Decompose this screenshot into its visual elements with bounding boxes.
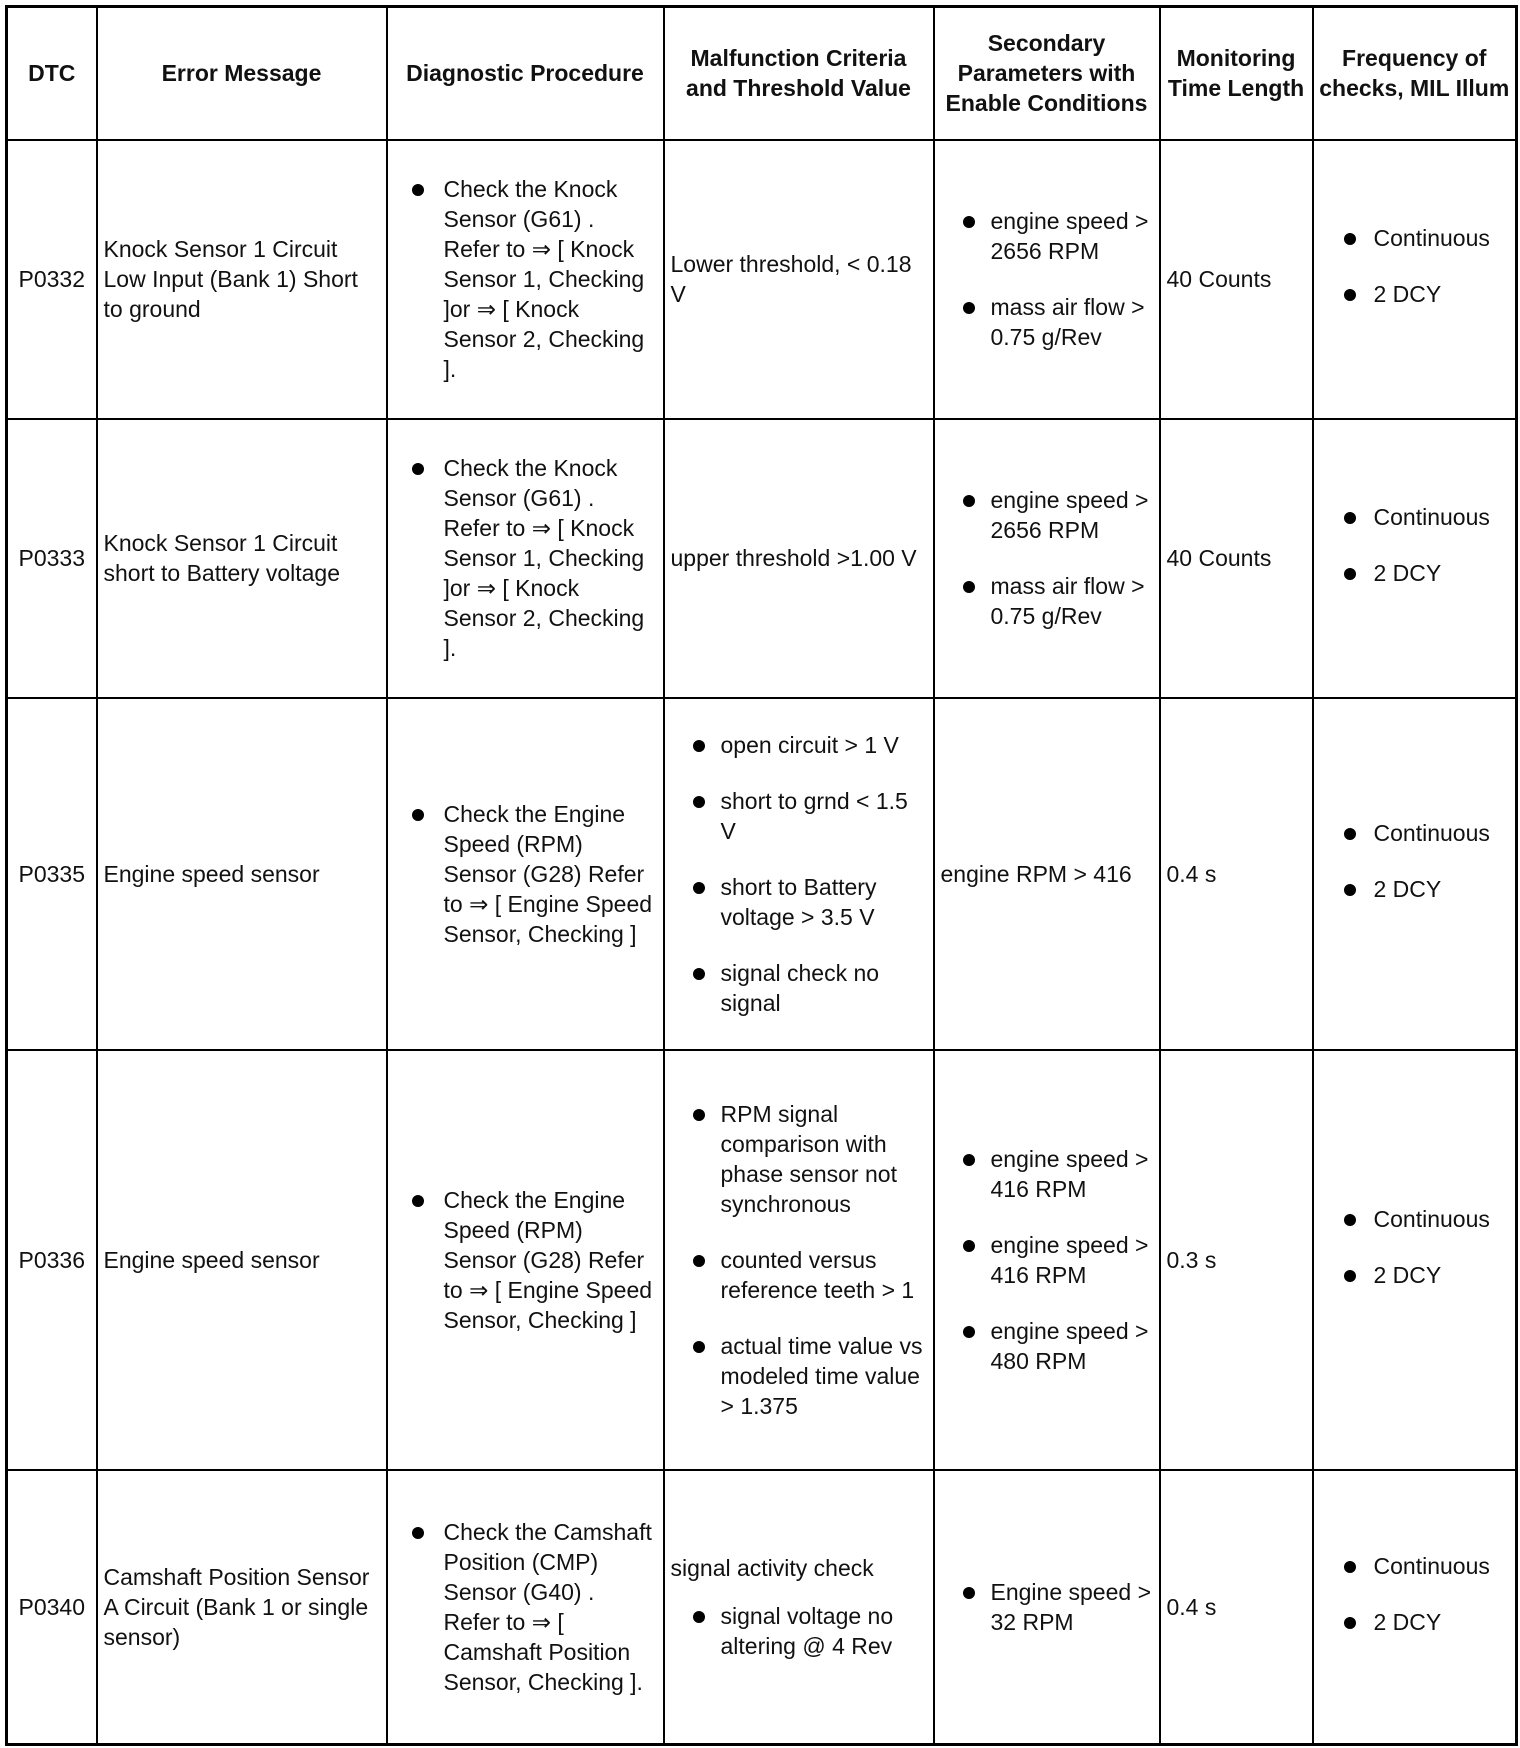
secondary-parameters xyxy=(934,419,1160,698)
header-secondary-parameters: Secondary Parameters with Enable Conditions xyxy=(934,7,1160,140)
error-message: Knock Sensor 1 Circuit short to Battery voltage xyxy=(97,419,387,698)
frequency-item: Continuous xyxy=(1320,223,1510,253)
malfunction-criteria: Lower threshold, < 0.18 V xyxy=(664,140,934,419)
secondary-item: engine speed > 2656 RPM xyxy=(941,206,1153,266)
criteria-item: short to Battery voltage > 3.5 V xyxy=(671,872,927,932)
procedure-item: Check the Engine Speed (RPM) Sensor (G28) Refer to ⇒ [ Engine Speed Sensor, Checking ] xyxy=(394,1185,657,1335)
criteria-item: signal voltage no altering @ 4 Rev xyxy=(671,1601,927,1661)
procedure-item: Check the Knock Sensor (G61) . Refer to ⇒ [ Knock Sensor 1, Checking ]or ⇒ [ Knock Sensor 2, Checking ]. xyxy=(394,174,657,384)
criteria-item: actual time value vs modeled time value > 1.375 xyxy=(671,1331,927,1421)
malfunction-criteria: upper threshold >1.00 V xyxy=(664,419,934,698)
secondary-item: mass air flow > 0.75 g/Rev xyxy=(941,292,1153,352)
frequency-item: 2 DCY xyxy=(1320,279,1510,309)
dtc-code: P0332 xyxy=(7,140,97,419)
secondary-item: Engine speed > 32 RPM xyxy=(941,1577,1153,1637)
dtc-table-container xyxy=(5,5,1515,1743)
monitoring-time: 40 Counts xyxy=(1160,140,1313,419)
dtc-table xyxy=(5,5,1518,1746)
criteria-text: signal activity check xyxy=(670,1554,874,1581)
criteria-item: open circuit > 1 V xyxy=(671,730,927,760)
frequency-item: Continuous xyxy=(1320,1204,1510,1234)
monitoring-time: 0.4 s xyxy=(1160,1470,1313,1745)
header-malfunction-criteria: Malfunction Criteria and Threshold Value xyxy=(664,7,934,140)
frequency xyxy=(1313,698,1517,1050)
header-diagnostic-procedure: Diagnostic Procedure xyxy=(387,7,664,140)
secondary-parameters: engine RPM > 416 xyxy=(934,698,1160,1050)
error-message: Engine speed sensor xyxy=(97,1050,387,1470)
diagnostic-procedure xyxy=(387,419,664,698)
criteria-item: signal check no signal xyxy=(671,958,927,1018)
dtc-code: P0335 xyxy=(7,698,97,1050)
header-frequency: Frequency of checks, MIL Illum xyxy=(1313,7,1517,140)
frequency-item: Continuous xyxy=(1320,1551,1510,1581)
table-row xyxy=(7,419,1517,698)
criteria-item: short to grnd < 1.5 V xyxy=(671,786,927,846)
secondary-item: engine speed > 480 RPM xyxy=(941,1316,1153,1376)
frequency-item: 2 DCY xyxy=(1320,558,1510,588)
monitoring-time: 0.3 s xyxy=(1160,1050,1313,1470)
secondary-item: engine speed > 416 RPM xyxy=(941,1230,1153,1290)
frequency-item: 2 DCY xyxy=(1320,1260,1510,1290)
error-message: Camshaft Position Sensor A Circuit (Bank 1 or single sensor) xyxy=(97,1470,387,1745)
criteria-item: counted versus reference teeth > 1 xyxy=(671,1245,927,1305)
monitoring-time: 40 Counts xyxy=(1160,419,1313,698)
error-message: Engine speed sensor xyxy=(97,698,387,1050)
dtc-code: P0336 xyxy=(7,1050,97,1470)
diagnostic-procedure xyxy=(387,1470,664,1745)
header-row xyxy=(7,7,1517,140)
monitoring-time: 0.4 s xyxy=(1160,698,1313,1050)
error-message: Knock Sensor 1 Circuit Low Input (Bank 1) Short to ground xyxy=(97,140,387,419)
diagnostic-procedure xyxy=(387,140,664,419)
procedure-item: Check the Knock Sensor (G61) . Refer to ⇒ [ Knock Sensor 1, Checking ]or ⇒ [ Knock Sensor 2, Checking ]. xyxy=(394,453,657,663)
header-dtc: DTC xyxy=(7,7,97,140)
dtc-code: P0340 xyxy=(7,1470,97,1745)
frequency xyxy=(1313,1470,1517,1745)
table-row xyxy=(7,1470,1517,1745)
malfunction-criteria xyxy=(664,1470,934,1745)
secondary-item: engine speed > 2656 RPM xyxy=(941,485,1153,545)
header-monitoring-time: Monitoring Time Length xyxy=(1160,7,1313,140)
frequency-item: 2 DCY xyxy=(1320,1607,1510,1637)
frequency-item: 2 DCY xyxy=(1320,874,1510,904)
secondary-parameters xyxy=(934,1470,1160,1745)
frequency xyxy=(1313,140,1517,419)
table-row xyxy=(7,140,1517,419)
table-row xyxy=(7,1050,1517,1470)
secondary-item: mass air flow > 0.75 g/Rev xyxy=(941,571,1153,631)
secondary-parameters xyxy=(934,140,1160,419)
header-error-message: Error Message xyxy=(97,7,387,140)
procedure-item: Check the Camshaft Position (CMP) Sensor (G40) . Refer to ⇒ [ Camshaft Position Sensor, Checking ]. xyxy=(394,1517,657,1697)
frequency xyxy=(1313,1050,1517,1470)
criteria-item: RPM signal comparison with phase sensor not synchronous xyxy=(671,1099,927,1219)
procedure-item: Check the Engine Speed (RPM) Sensor (G28) Refer to ⇒ [ Engine Speed Sensor, Checking ] xyxy=(394,799,657,949)
malfunction-criteria xyxy=(664,698,934,1050)
secondary-item: engine speed > 416 RPM xyxy=(941,1144,1153,1204)
frequency xyxy=(1313,419,1517,698)
malfunction-criteria xyxy=(664,1050,934,1470)
frequency-item: Continuous xyxy=(1320,502,1510,532)
dtc-code: P0333 xyxy=(7,419,97,698)
diagnostic-procedure xyxy=(387,1050,664,1470)
secondary-parameters xyxy=(934,1050,1160,1470)
diagnostic-procedure xyxy=(387,698,664,1050)
frequency-item: Continuous xyxy=(1320,818,1510,848)
table-row xyxy=(7,698,1517,1050)
